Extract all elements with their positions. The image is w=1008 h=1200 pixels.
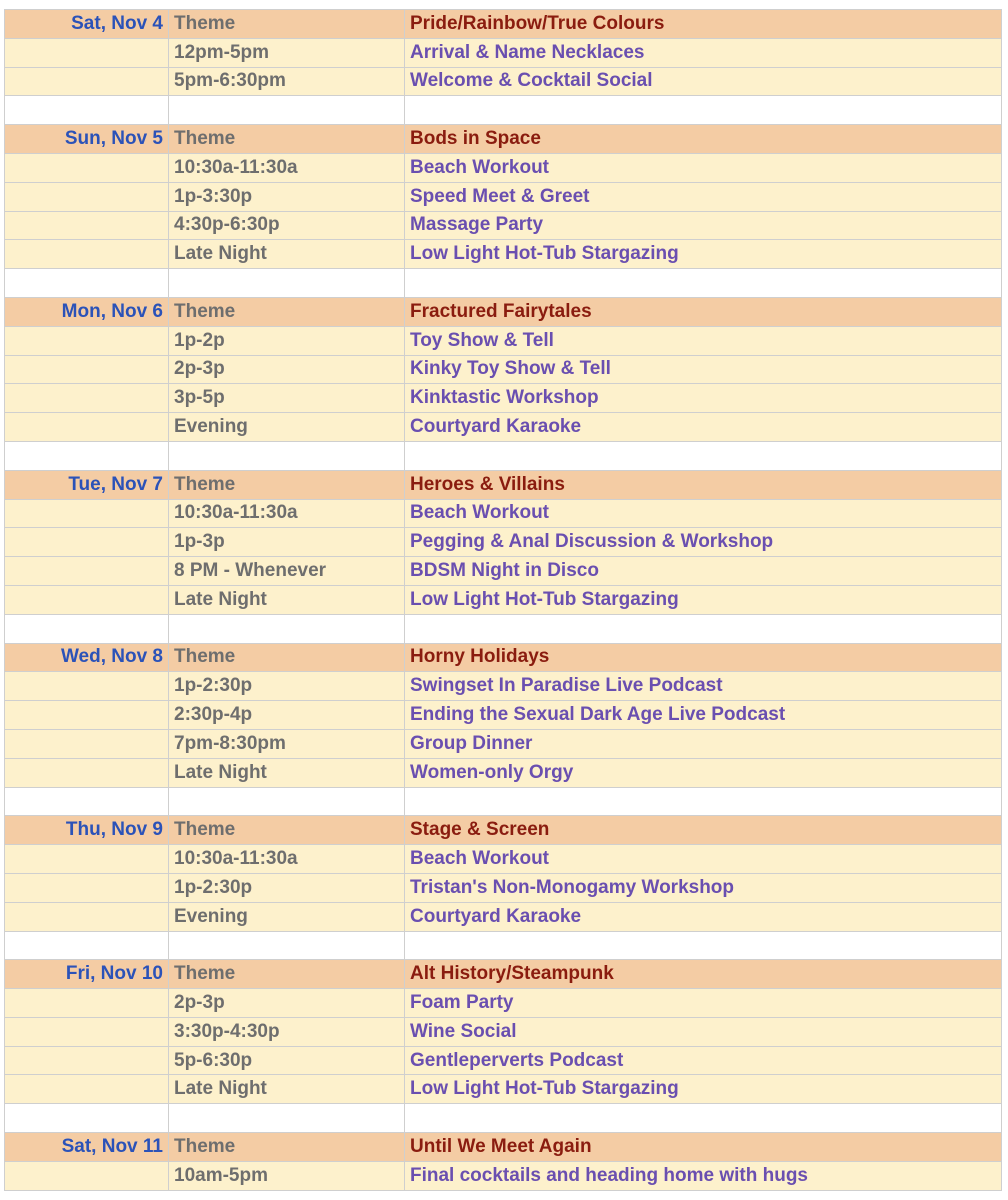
event-row [5, 758, 1002, 787]
event-row [5, 384, 1002, 413]
event-row [5, 1046, 1002, 1075]
event-row [5, 153, 1002, 182]
empty-day-cell [5, 845, 169, 874]
event-name: Low Light Hot-Tub Stargazing [405, 585, 1002, 614]
event-time: 1p-3:30p [169, 182, 405, 211]
spacer-cell [169, 931, 405, 960]
empty-day-cell [5, 1161, 169, 1190]
spacer-cell [169, 269, 405, 298]
event-name: BDSM Night in Disco [405, 557, 1002, 586]
event-row [5, 701, 1002, 730]
event-time: 1p-2p [169, 326, 405, 355]
event-row [5, 1161, 1002, 1190]
empty-day-cell [5, 1017, 169, 1046]
day-theme-row [5, 470, 1002, 499]
event-time: 2p-3p [169, 355, 405, 384]
empty-day-cell [5, 585, 169, 614]
event-time: 10am-5pm [169, 1161, 405, 1190]
event-row [5, 240, 1002, 269]
event-time: 2:30p-4p [169, 701, 405, 730]
spacer-cell [405, 787, 1002, 816]
event-name: Gentleperverts Podcast [405, 1046, 1002, 1075]
event-time: 5p-6:30p [169, 1046, 405, 1075]
event-row [5, 1075, 1002, 1104]
event-time: 7pm-8:30pm [169, 729, 405, 758]
empty-day-cell [5, 182, 169, 211]
day-label: Tue, Nov 7 [5, 470, 169, 499]
spacer-cell [405, 96, 1002, 125]
empty-day-cell [5, 528, 169, 557]
theme-label: Theme [169, 125, 405, 154]
event-row [5, 38, 1002, 67]
empty-day-cell [5, 384, 169, 413]
event-time: Evening [169, 902, 405, 931]
event-row [5, 355, 1002, 384]
event-name: Courtyard Karaoke [405, 413, 1002, 442]
theme-name: Horny Holidays [405, 643, 1002, 672]
event-row [5, 211, 1002, 240]
theme-label: Theme [169, 643, 405, 672]
spacer-row [5, 787, 1002, 816]
day-label: Mon, Nov 6 [5, 297, 169, 326]
spacer-cell [169, 614, 405, 643]
spacer-cell [405, 614, 1002, 643]
event-time: 1p-3p [169, 528, 405, 557]
empty-day-cell [5, 873, 169, 902]
event-name: Wine Social [405, 1017, 1002, 1046]
schedule-body [5, 10, 1002, 1191]
theme-label: Theme [169, 816, 405, 845]
event-name: Massage Party [405, 211, 1002, 240]
theme-name: Stage & Screen [405, 816, 1002, 845]
day-theme-row [5, 816, 1002, 845]
event-row [5, 845, 1002, 874]
day-theme-row [5, 10, 1002, 39]
event-name: Welcome & Cocktail Social [405, 67, 1002, 96]
empty-day-cell [5, 240, 169, 269]
day-theme-row [5, 125, 1002, 154]
event-row [5, 902, 1002, 931]
empty-day-cell [5, 672, 169, 701]
theme-name: Fractured Fairytales [405, 297, 1002, 326]
day-label: Sat, Nov 4 [5, 10, 169, 39]
event-name: Low Light Hot-Tub Stargazing [405, 240, 1002, 269]
event-time: 10:30a-11:30a [169, 845, 405, 874]
theme-label: Theme [169, 470, 405, 499]
empty-day-cell [5, 758, 169, 787]
spacer-cell [405, 441, 1002, 470]
event-row [5, 585, 1002, 614]
empty-day-cell [5, 902, 169, 931]
event-name: Final cocktails and heading home with hugs [405, 1161, 1002, 1190]
event-row [5, 989, 1002, 1018]
event-row [5, 67, 1002, 96]
event-row [5, 182, 1002, 211]
empty-day-cell [5, 729, 169, 758]
empty-day-cell [5, 211, 169, 240]
theme-name: Alt History/Steampunk [405, 960, 1002, 989]
event-time: Late Night [169, 1075, 405, 1104]
spacer-row [5, 931, 1002, 960]
event-name: Low Light Hot-Tub Stargazing [405, 1075, 1002, 1104]
day-theme-row [5, 960, 1002, 989]
event-row [5, 1017, 1002, 1046]
theme-label: Theme [169, 1133, 405, 1162]
event-name: Women-only Orgy [405, 758, 1002, 787]
spacer-cell [169, 441, 405, 470]
spacer-cell [405, 269, 1002, 298]
empty-day-cell [5, 1075, 169, 1104]
event-time: 3p-5p [169, 384, 405, 413]
event-time: 2p-3p [169, 989, 405, 1018]
event-time: Late Night [169, 585, 405, 614]
spacer-cell [405, 931, 1002, 960]
spacer-cell [5, 96, 169, 125]
event-name: Beach Workout [405, 845, 1002, 874]
spacer-cell [5, 1104, 169, 1133]
event-name: Pegging & Anal Discussion & Workshop [405, 528, 1002, 557]
theme-name: Heroes & Villains [405, 470, 1002, 499]
event-name: Foam Party [405, 989, 1002, 1018]
event-name: Group Dinner [405, 729, 1002, 758]
day-label: Fri, Nov 10 [5, 960, 169, 989]
event-name: Beach Workout [405, 153, 1002, 182]
event-row [5, 326, 1002, 355]
event-name: Arrival & Name Necklaces [405, 38, 1002, 67]
empty-day-cell [5, 701, 169, 730]
event-time: 10:30a-11:30a [169, 499, 405, 528]
day-theme-row [5, 1133, 1002, 1162]
event-time: 12pm-5pm [169, 38, 405, 67]
event-name: Swingset In Paradise Live Podcast [405, 672, 1002, 701]
day-label: Sat, Nov 11 [5, 1133, 169, 1162]
event-row [5, 528, 1002, 557]
spacer-cell [5, 269, 169, 298]
day-theme-row [5, 643, 1002, 672]
day-label: Sun, Nov 5 [5, 125, 169, 154]
event-name: Speed Meet & Greet [405, 182, 1002, 211]
event-time: 4:30p-6:30p [169, 211, 405, 240]
event-name: Beach Workout [405, 499, 1002, 528]
empty-day-cell [5, 1046, 169, 1075]
spacer-cell [405, 1104, 1002, 1133]
theme-label: Theme [169, 10, 405, 39]
event-name: Courtyard Karaoke [405, 902, 1002, 931]
event-name: Tristan's Non-Monogamy Workshop [405, 873, 1002, 902]
event-row [5, 499, 1002, 528]
event-row [5, 557, 1002, 586]
event-row [5, 413, 1002, 442]
empty-day-cell [5, 499, 169, 528]
spacer-cell [169, 787, 405, 816]
event-time: 8 PM - Whenever [169, 557, 405, 586]
event-row [5, 873, 1002, 902]
event-name: Toy Show & Tell [405, 326, 1002, 355]
spacer-cell [169, 1104, 405, 1133]
spacer-row [5, 269, 1002, 298]
event-time: Evening [169, 413, 405, 442]
empty-day-cell [5, 413, 169, 442]
spacer-cell [5, 931, 169, 960]
day-label: Wed, Nov 8 [5, 643, 169, 672]
empty-day-cell [5, 153, 169, 182]
theme-label: Theme [169, 960, 405, 989]
spacer-cell [169, 96, 405, 125]
spacer-row [5, 441, 1002, 470]
empty-day-cell [5, 989, 169, 1018]
event-row [5, 672, 1002, 701]
schedule-table [4, 9, 1002, 1191]
empty-day-cell [5, 67, 169, 96]
spacer-row [5, 1104, 1002, 1133]
event-name: Ending the Sexual Dark Age Live Podcast [405, 701, 1002, 730]
empty-day-cell [5, 38, 169, 67]
event-time: 3:30p-4:30p [169, 1017, 405, 1046]
event-row [5, 729, 1002, 758]
event-name: Kinky Toy Show & Tell [405, 355, 1002, 384]
event-time: Late Night [169, 240, 405, 269]
empty-day-cell [5, 355, 169, 384]
event-time: 5pm-6:30pm [169, 67, 405, 96]
event-time: 1p-2:30p [169, 873, 405, 902]
event-time: 1p-2:30p [169, 672, 405, 701]
theme-name: Until We Meet Again [405, 1133, 1002, 1162]
spacer-row [5, 614, 1002, 643]
spacer-cell [5, 787, 169, 816]
spacer-row [5, 96, 1002, 125]
empty-day-cell [5, 326, 169, 355]
spacer-cell [5, 441, 169, 470]
event-time: Late Night [169, 758, 405, 787]
event-time: 10:30a-11:30a [169, 153, 405, 182]
event-name: Kinktastic Workshop [405, 384, 1002, 413]
theme-label: Theme [169, 297, 405, 326]
day-label: Thu, Nov 9 [5, 816, 169, 845]
day-theme-row [5, 297, 1002, 326]
empty-day-cell [5, 557, 169, 586]
theme-name: Bods in Space [405, 125, 1002, 154]
theme-name: Pride/Rainbow/True Colours [405, 10, 1002, 39]
spacer-cell [5, 614, 169, 643]
